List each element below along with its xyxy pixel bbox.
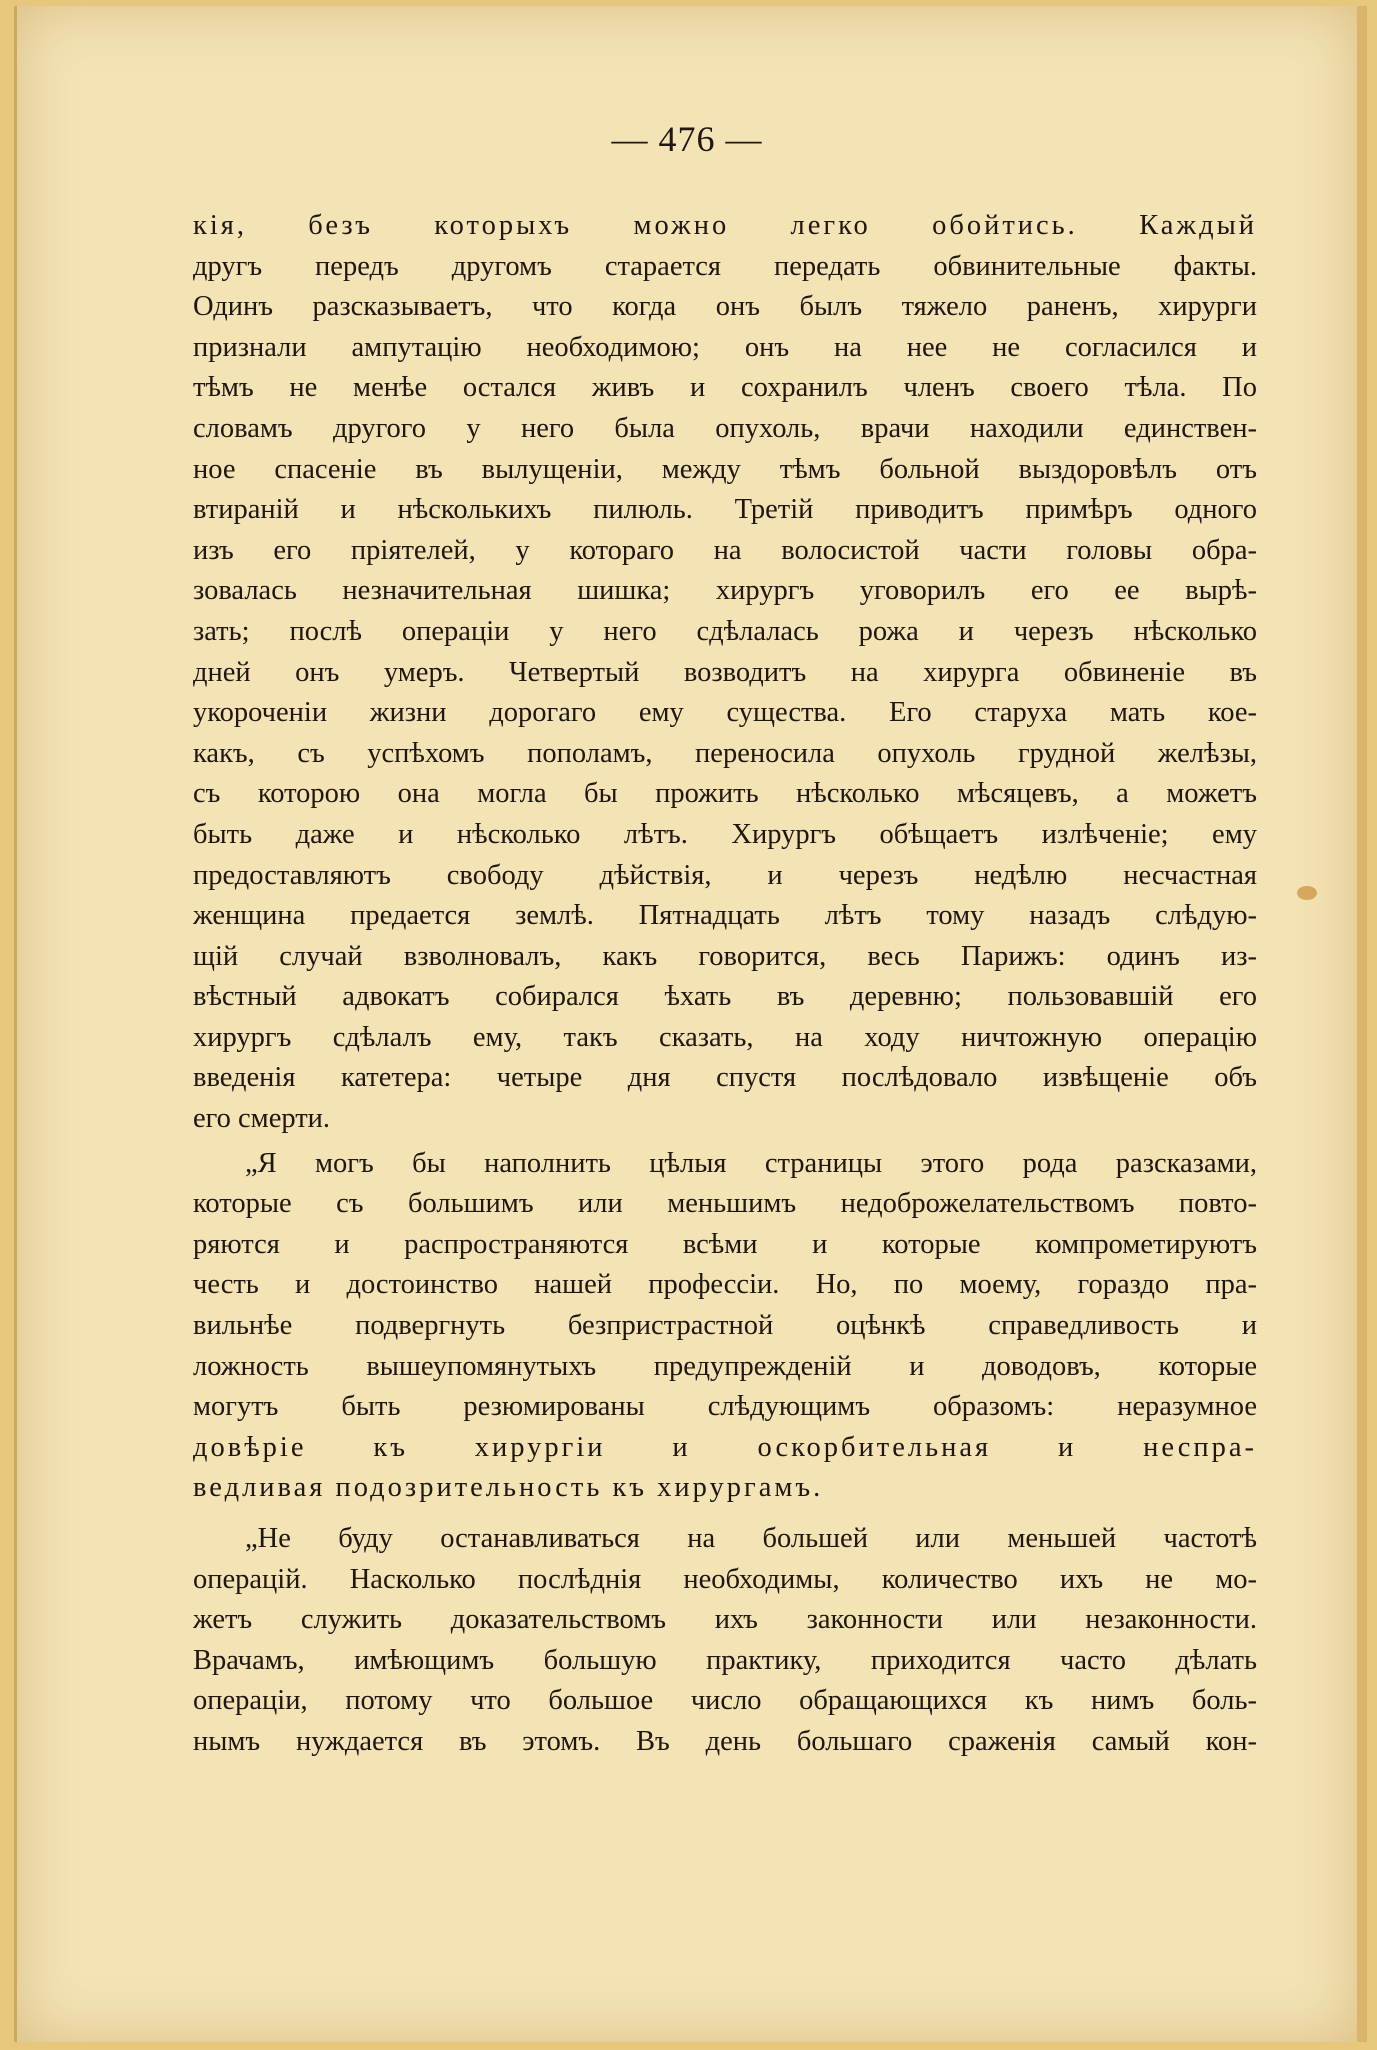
text-line: введенія катетера: четыре дня спустя послѣдовало извѣщеніе объ <box>193 1062 1257 1094</box>
text-line: ряются и распространяются всѣми и которые компрометируютъ <box>193 1228 1257 1260</box>
text-line: кія, безъ которыхъ можно легко обойтись. Каждый <box>193 210 1257 241</box>
text-line: изъ его пріятелей, у котораго на волосистой части головы обра- <box>193 534 1257 566</box>
text-line: „Не буду останавливаться на большей или меньшей частотѣ <box>245 1523 1257 1554</box>
text-line: женщина предается землѣ. Пятнадцать лѣтъ тому назадъ слѣдую- <box>193 900 1257 932</box>
text-line: „Я могъ бы наполнить цѣлыя страницы этого рода разсказами, <box>245 1147 1257 1179</box>
text-line: хирургъ сдѣлалъ ему, такъ сказать, на ходу ничтожную операцію <box>193 1021 1257 1053</box>
text-line: зовалась незначительная шишка; хирургъ уговорилъ его ее вырѣ- <box>193 575 1257 607</box>
text-line: операцій. Насколько послѣднія необходимы, количество ихъ не мо- <box>193 1563 1257 1595</box>
paragraph-3 <box>193 1519 1257 1763</box>
text-line: признали ампутацію необходимою; онъ на нее не согласился и <box>193 331 1257 363</box>
text-line: какъ, съ успѣхомъ пополамъ, переносила опухоль грудной желѣзы, <box>193 737 1257 769</box>
text-line: дней онъ умеръ. Четвертый возводитъ на хирурга обвиненіе въ <box>193 656 1257 688</box>
text-line: другъ передъ другомъ старается передать обвинительные факты. <box>193 250 1257 282</box>
text-line: вильнѣе подвергнуть безпристрастной оцѣнкѣ справедливость и <box>193 1310 1257 1342</box>
text-line: его смерти. <box>193 1103 331 1135</box>
text-line: могутъ быть резюмированы слѣдующимъ образомъ: неразумное <box>193 1391 1257 1423</box>
ink-blot <box>1297 886 1317 900</box>
text-line: Врачамъ, имѣющимъ большую практику, приходится часто дѣлать <box>193 1644 1257 1676</box>
text-line: щій случай взволновалъ, какъ говорится, весь Парижъ: одинъ из- <box>193 940 1257 972</box>
text-line: Одинъ разсказываетъ, что когда онъ былъ тяжело раненъ, хирурги <box>193 291 1257 323</box>
text-line: зать; послѣ операціи у него сдѣлалась рожа и черезъ нѣсколько <box>193 615 1257 647</box>
page-number: — 476 — <box>611 119 763 159</box>
text-line: нымъ нуждается въ этомъ. Въ день большаго сраженія самый кон- <box>193 1725 1257 1757</box>
book-page <box>14 6 1367 2042</box>
text-line: ведливая подозрительность къ хирургамъ. <box>193 1472 824 1504</box>
body-text <box>193 206 1257 1763</box>
text-line: тѣмъ не менѣе остался живъ и сохранилъ членъ своего тѣла. По <box>193 372 1257 404</box>
paragraph-1 <box>193 206 1257 1140</box>
text-line: быть даже и нѣсколько лѣтъ. Хирургъ обѣщаетъ излѣченіе; ему <box>193 818 1257 850</box>
text-line: честь и достоинство нашей профессіи. Но, по моему, гораздо пра- <box>193 1269 1257 1301</box>
text-line: втираній и нѣсколькихъ пилюль. Третій приводитъ примѣръ одного <box>193 494 1257 526</box>
text-line: словамъ другого у него была опухоль, врачи находили единствен- <box>193 412 1257 444</box>
text-line: укороченіи жизни дорогаго ему существа. Его старуха мать кое- <box>193 697 1257 729</box>
text-line: предоставляютъ свободу дѣйствія, и черезъ недѣлю несчастная <box>193 859 1257 891</box>
text-line: съ которою она могла бы прожить нѣсколько мѣсяцевъ, а можетъ <box>193 778 1257 810</box>
paragraph-2 <box>193 1144 1257 1509</box>
text-line: ное спасеніе въ вылущеніи, между тѣмъ больной выздоровѣлъ отъ <box>193 453 1257 485</box>
text-line: жетъ служить доказательствомъ ихъ законности или незаконности. <box>193 1604 1257 1636</box>
text-line: вѣстный адвокатъ собирался ѣхать въ деревню; пользовавшій его <box>193 981 1257 1013</box>
text-line: которые съ большимъ или меньшимъ недоброжелательствомъ повто- <box>193 1188 1257 1220</box>
text-line: операціи, потому что большое число обращающихся къ нимъ боль- <box>193 1685 1257 1717</box>
text-line: ложность вышеупомянутыхъ предупрежденій и доводовъ, которые <box>193 1350 1257 1382</box>
text-line: довѣріе къ хирургіи и оскорбительная и неспра- <box>193 1431 1257 1463</box>
